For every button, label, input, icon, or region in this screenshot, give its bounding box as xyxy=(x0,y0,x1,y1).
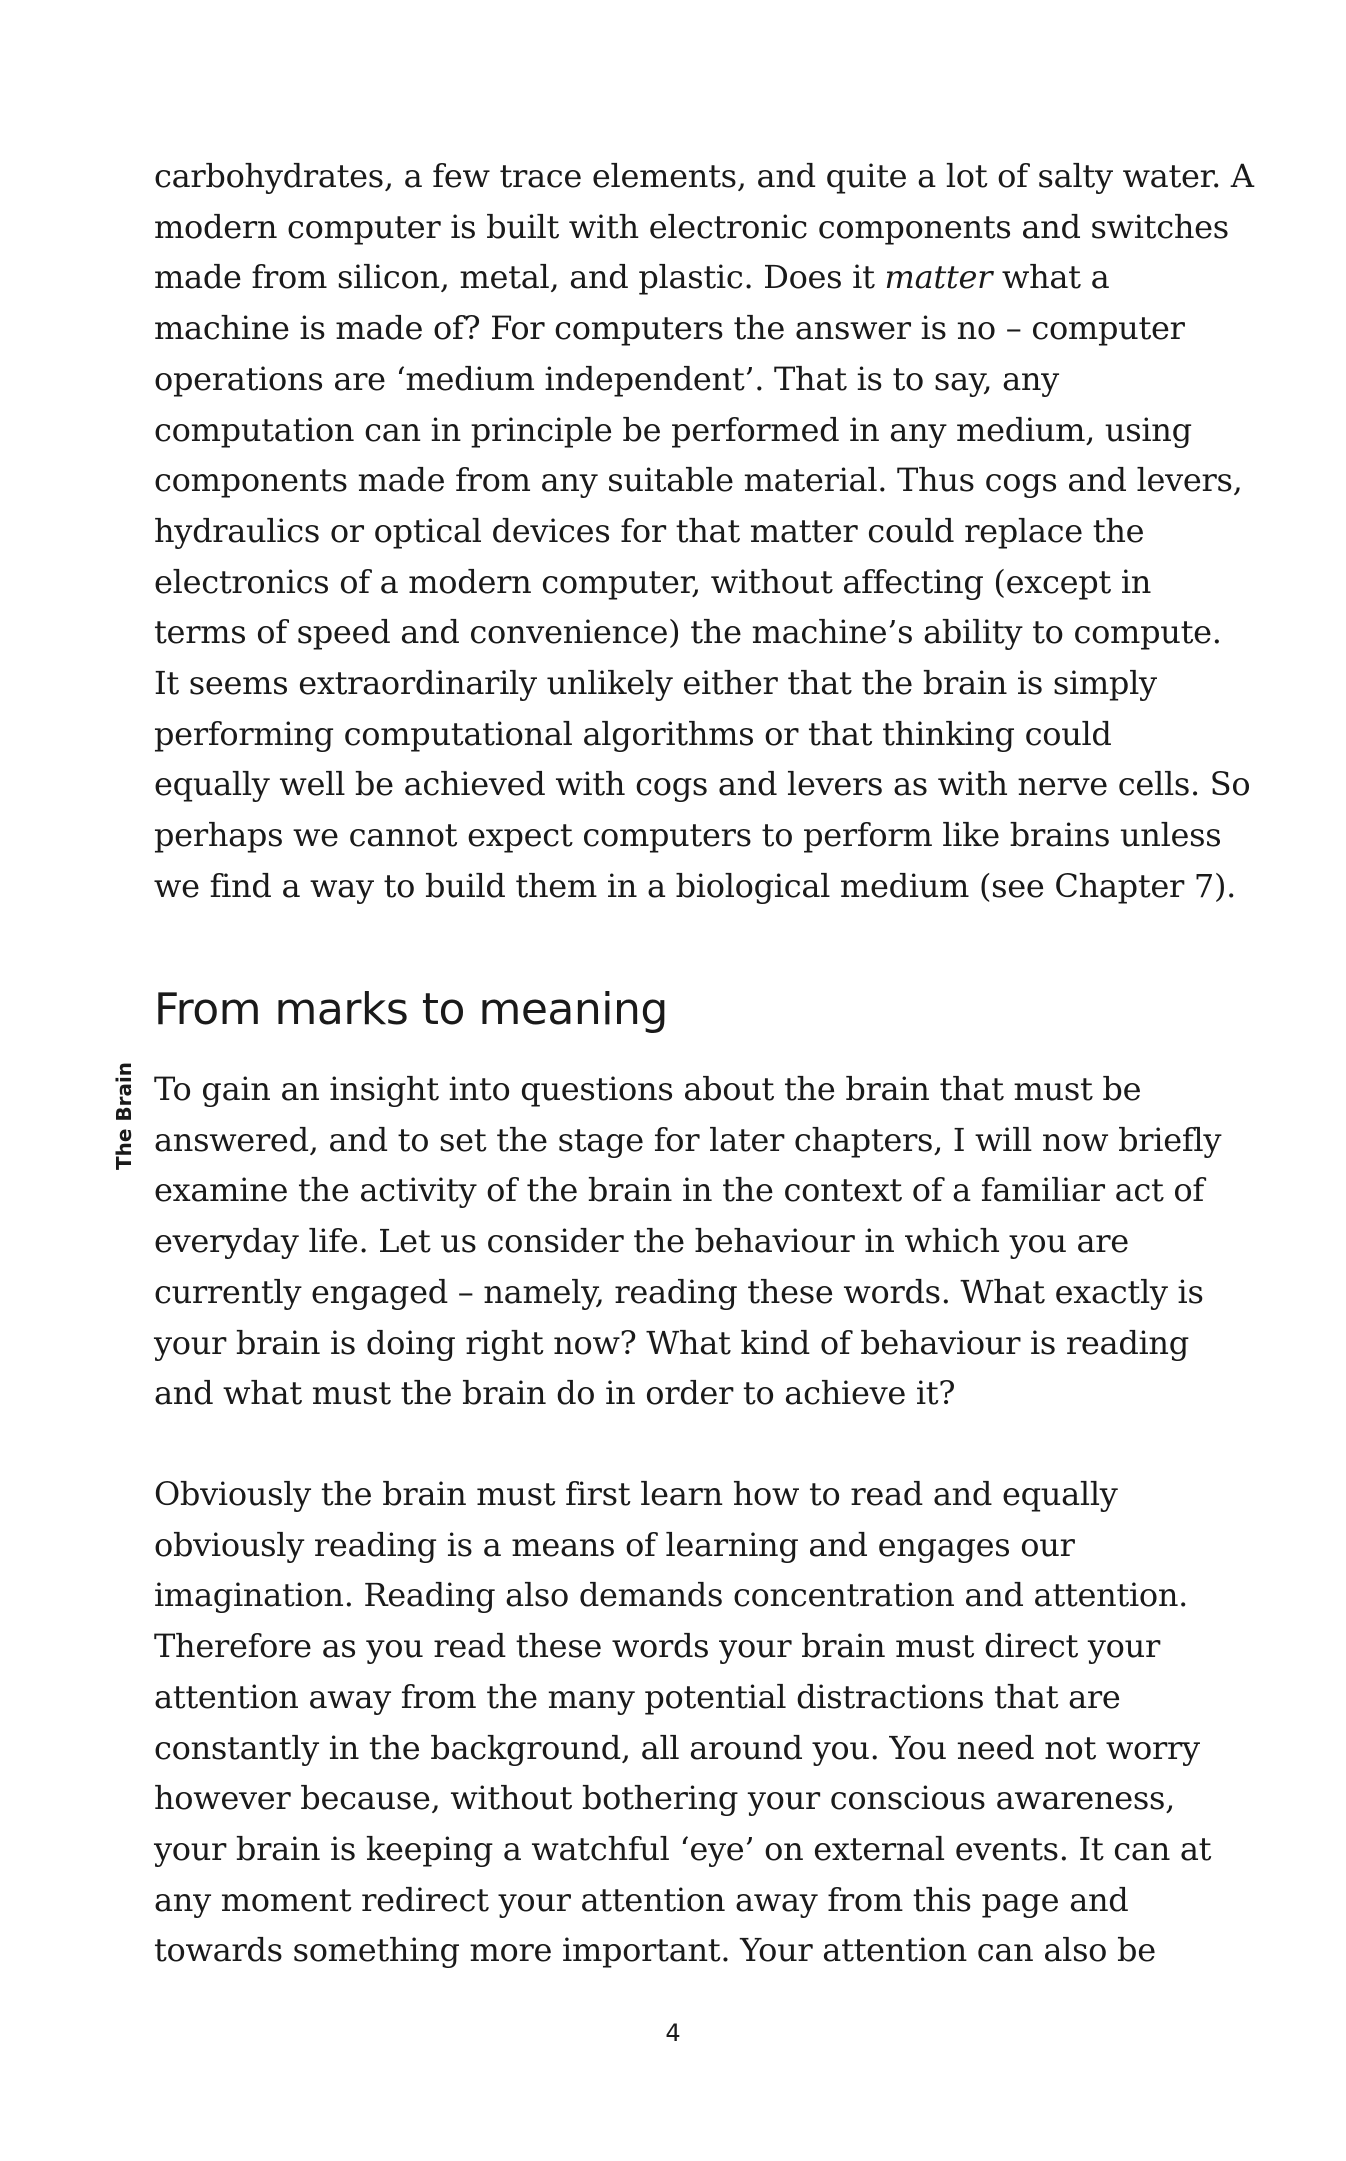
text-line: performing computational algorithms or that thinking could xyxy=(154,714,1112,753)
text-line: your brain is doing right now? What kind of behaviour is reading xyxy=(154,1323,1189,1362)
text-line: To gain an insight into questions about the brain that must be xyxy=(154,1070,1142,1108)
text-line: hydraulics or optical devices for that matter could replace the xyxy=(154,511,1145,550)
text-line: It seems extraordinarily unlikely either that the brain is simply xyxy=(154,664,1157,703)
text-line: towards something more important. Your attention can also be xyxy=(154,1931,1156,1970)
text-line: modern computer is built with electronic components and switches xyxy=(154,207,1229,246)
text-line: your brain is keeping a watchful ‘eye’ on external events. It can at xyxy=(154,1829,1212,1868)
text-line: terms of speed and convenience) the machine’s ability to compute. xyxy=(154,613,1222,652)
page-number: 4 xyxy=(665,2019,681,2047)
text-line: machine is made of? For computers the answer is no – computer xyxy=(154,309,1185,348)
emphasis-word: matter xyxy=(884,258,993,297)
text-line: carbohydrates, a few trace elements, and quite a lot of salty water. A xyxy=(154,157,1254,195)
paragraph-second xyxy=(154,1469,1220,1976)
text-line: however because, without bothering your conscious awareness, xyxy=(154,1779,1175,1818)
text-line: we find a way to build them in a biological medium (see Chapter 7). xyxy=(154,866,1237,905)
text-segment: made from silicon, metal, and plastic. Does it xyxy=(154,258,885,297)
text-line: obviously reading is a means of learning and engages our xyxy=(154,1525,1075,1564)
text-line: currently engaged – namely, reading these words. What exactly is xyxy=(154,1272,1204,1311)
text-line: imagination. Reading also demands concentration and attention. xyxy=(154,1576,1189,1615)
text-line xyxy=(154,252,1220,303)
text-line: perhaps we cannot expect computers to perform like brains unless xyxy=(154,816,1222,855)
text-line: electronics of a modern computer, without affecting (except in xyxy=(154,562,1152,601)
text-segment: what a xyxy=(992,258,1110,297)
text-line: answered, and to set the stage for later chapters, I will now briefly xyxy=(154,1120,1222,1159)
paragraph-intro xyxy=(154,1064,1220,1419)
text-line: Therefore as you read these words your brain must direct your xyxy=(154,1627,1160,1666)
text-line: operations are ‘medium independent’. That is to say, any xyxy=(154,359,1059,398)
text-line: constantly in the background, all around you. You need not worry xyxy=(154,1728,1200,1767)
text-line: attention away from the many potential distractions that are xyxy=(154,1677,1121,1716)
text-line: computation can in principle be performed in any medium, using xyxy=(154,410,1192,449)
section-heading: From marks to meaning xyxy=(154,984,668,1035)
text-line: equally well be achieved with cogs and levers as with nerve cells. So xyxy=(154,765,1251,804)
text-line: Obviously the brain must first learn how to read and equally xyxy=(154,1475,1118,1513)
running-head-text: The Brain xyxy=(112,1061,136,1171)
text-line: components made from any suitable material. Thus cogs and levers, xyxy=(154,461,1243,500)
text-line: examine the activity of the brain in the context of a familiar act of xyxy=(154,1171,1204,1210)
text-line: any moment redirect your attention away from this page and xyxy=(154,1880,1129,1919)
text-line: everyday life. Let us consider the behaviour in which you are xyxy=(154,1222,1129,1261)
paragraph-top xyxy=(154,151,1254,912)
text-line: and what must the brain do in order to achieve it? xyxy=(154,1374,956,1413)
